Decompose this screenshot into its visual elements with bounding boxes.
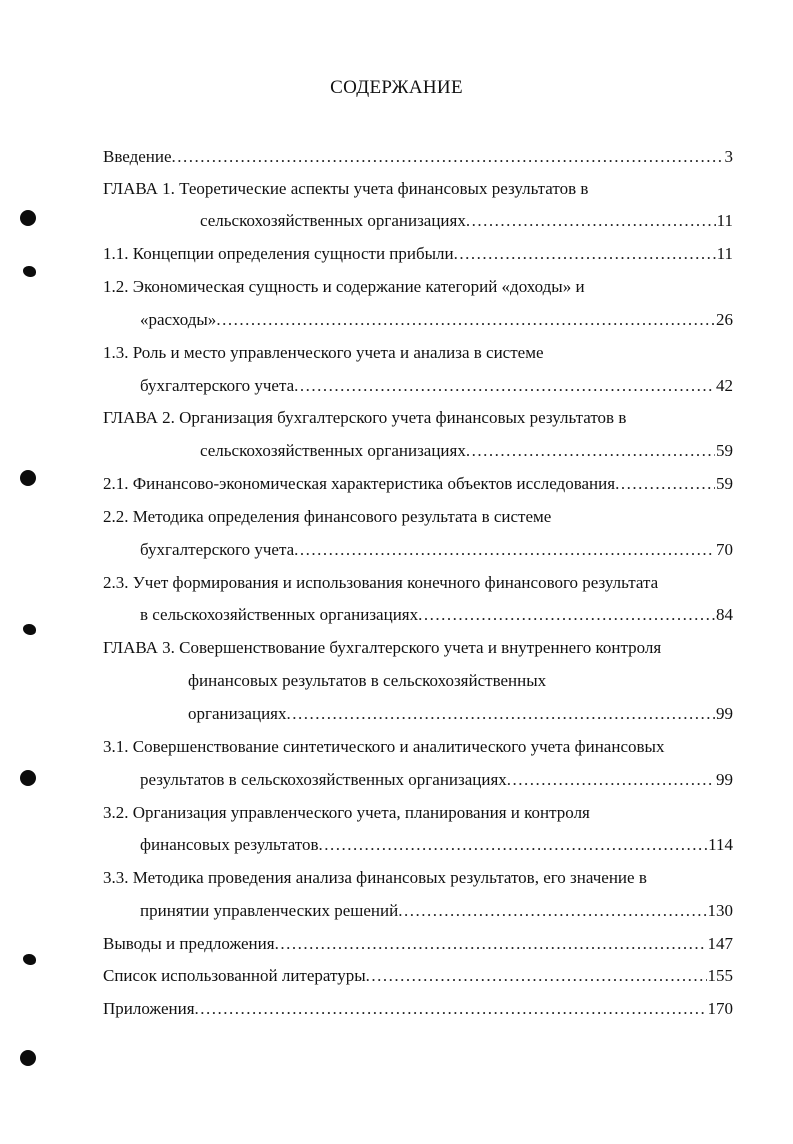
scan-blot-mark: [23, 954, 36, 965]
toc-entry-conclusions: [103, 933, 733, 955]
toc-leader: [287, 703, 716, 725]
toc-entry-1-2-cont: [140, 309, 733, 331]
toc-entry-chapter-1: ГЛАВА 1. Теоретические аспекты учета финансовых результатов в: [103, 179, 589, 198]
toc-entry-text: сельскохозяйственных организациях: [200, 441, 466, 460]
toc-page-number: 130: [707, 901, 733, 920]
toc-leader: [466, 440, 715, 462]
toc-entry-text: 2.1. Финансово-экономическая характеристика объектов исследования: [103, 474, 616, 493]
toc-entry-appendices: [103, 998, 733, 1020]
toc-entry-2-2-cont: [140, 539, 733, 561]
toc-entry-3-1-cont: [140, 769, 733, 791]
toc-entry-text: организациях: [188, 704, 287, 723]
toc-leader: [294, 375, 715, 397]
toc-page-number: 155: [707, 966, 733, 985]
toc-page-number: 170: [707, 999, 733, 1018]
toc-leader: [216, 309, 715, 331]
toc-leader: [275, 933, 707, 955]
toc-entry-chapter-3-cont1: финансовых результатов в сельскохозяйственных: [188, 671, 547, 690]
toc-leader: [507, 769, 715, 791]
toc-entry-text: Выводы и предложения: [103, 934, 275, 953]
punch-hole-mark: [20, 770, 36, 786]
toc-entry-3-3-cont: [140, 900, 733, 922]
toc-entry-text: в сельскохозяйственных организациях: [140, 605, 419, 624]
toc-entry-chapter-2: ГЛАВА 2. Организация бухгалтерского учета финансовых результатов в: [103, 408, 627, 427]
toc-page-number: 59: [716, 474, 733, 493]
toc-entry-text: финансовых результатов: [140, 835, 319, 854]
toc-entry-2-1: [103, 473, 733, 495]
toc-entry-chapter-3: ГЛАВА 3. Совершенствование бухгалтерского учета и внутреннего контроля: [103, 638, 662, 657]
toc-entry-chapter-3-cont: [188, 703, 733, 725]
toc-leader: [366, 965, 707, 987]
toc-entry-introduction: [103, 146, 733, 168]
toc-entry-text: бухгалтерского учета: [140, 376, 295, 395]
scan-blot-mark: [23, 266, 36, 277]
toc-entry-2-2: 2.2. Методика определения финансового результата в системе: [103, 507, 552, 526]
toc-entry-text: 1.1. Концепции определения сущности прибыли: [103, 244, 454, 263]
toc-page-number: 147: [707, 934, 733, 953]
toc-entry-3-2-cont: [140, 834, 733, 856]
toc-entry-text: Введение: [103, 147, 172, 166]
toc-leader: [466, 210, 716, 232]
toc-page-number: 42: [716, 376, 733, 395]
punch-hole-mark: [20, 210, 36, 226]
toc-entry-references: [103, 965, 733, 987]
toc-entry-1-1: [103, 243, 733, 265]
toc-page-number: 26: [716, 310, 733, 329]
toc-leader: [195, 998, 707, 1020]
punch-hole-mark: [20, 470, 36, 486]
toc-leader: [294, 539, 715, 561]
toc-entry-text: Приложения: [103, 999, 195, 1018]
toc-entry-2-3-cont: [140, 604, 733, 626]
toc-leader: [319, 834, 708, 856]
toc-entry-text: бухгалтерского учета: [140, 540, 295, 559]
scan-blot-mark: [23, 624, 36, 635]
toc-leader: [172, 146, 724, 168]
toc-page-number: 84: [716, 605, 733, 624]
toc-leader: [418, 604, 715, 626]
toc-entry-3-1: 3.1. Совершенствование синтетического и аналитического учета финансовых: [103, 737, 665, 756]
toc-entry-text: сельскохозяйственных организациях: [200, 211, 466, 230]
toc-entry-1-3-cont: [140, 375, 733, 397]
toc-entry-2-3: 2.3. Учет формирования и использования конечного финансового результата: [103, 573, 659, 592]
toc-entry-3-2: 3.2. Организация управленческого учета, планирования и контроля: [103, 803, 590, 822]
toc-leader: [454, 243, 716, 265]
toc-page-number: 99: [716, 704, 733, 723]
toc-page-number: 59: [716, 441, 733, 460]
toc-entry-1-3: 1.3. Роль и место управленческого учета и анализа в системе: [103, 343, 544, 362]
toc-entry-text: Список использованной литературы: [103, 966, 366, 985]
toc-entry-1-2: 1.2. Экономическая сущность и содержание категорий «доходы» и: [103, 277, 585, 296]
page-title: СОДЕРЖАНИЕ: [330, 77, 463, 98]
toc-leader: [398, 900, 706, 922]
toc-entry-chapter-1-cont: [200, 210, 733, 232]
toc-page-number: 11: [716, 211, 733, 230]
toc-entry-text: «расходы»: [140, 310, 217, 329]
toc-page-number: 3: [724, 147, 733, 166]
toc-entry-text: принятии управленческих решений: [140, 901, 399, 920]
punch-hole-mark: [20, 1050, 36, 1066]
toc-entry-text: результатов в сельскохозяйственных организациях: [140, 770, 507, 789]
toc-page-number: 70: [716, 540, 733, 559]
toc-entry-3-3: 3.3. Методика проведения анализа финансовых результатов, его значение в: [103, 868, 647, 887]
toc-page-number: 114: [708, 835, 733, 854]
toc-page-number: 99: [716, 770, 733, 789]
toc-leader: [615, 473, 715, 495]
toc-page-number: 11: [716, 244, 733, 263]
toc-entry-chapter-2-cont: [200, 440, 733, 462]
